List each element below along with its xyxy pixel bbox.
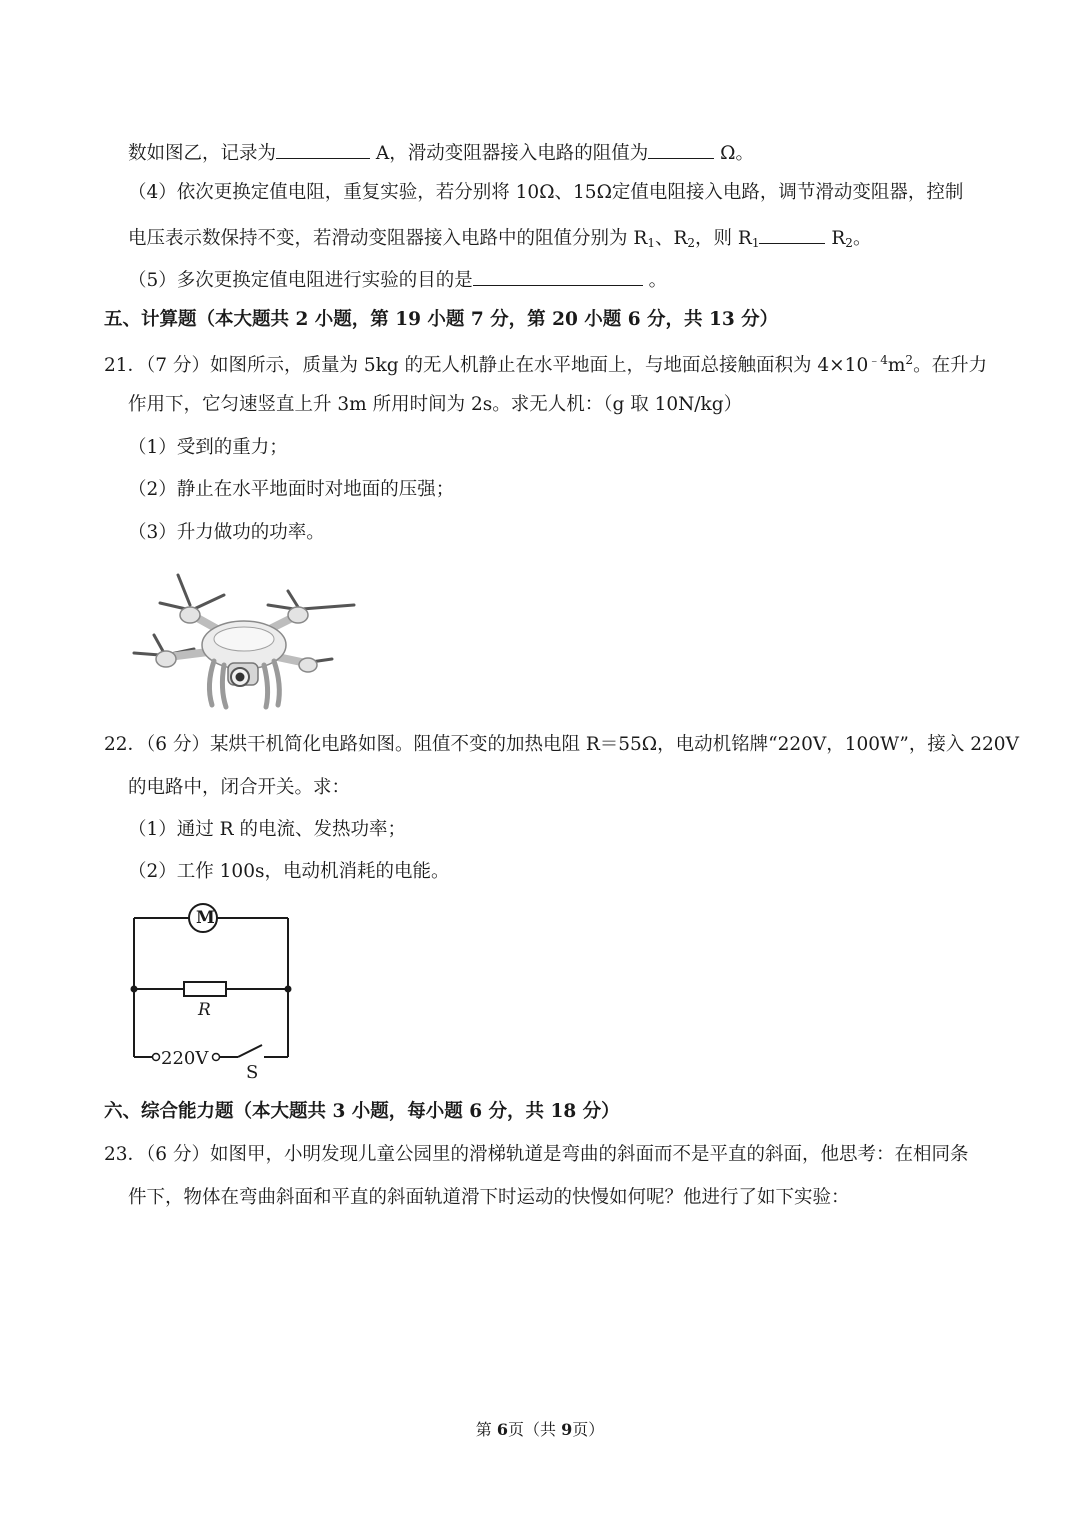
resistor-symbol bbox=[184, 982, 226, 996]
q21-line1: 21．（7 分）如图所示，质量为 5kg 的无人机静止在水平地面上，与地面总接触面积为 $4\times 10^{﹣4}m^2$。在升力 bbox=[104, 353, 988, 376]
q20-part4-line1: （4）依次更换定值电阻，重复实验，若分别将 10Ω、15Ω定值电阻接入电路，调节滑动变阻器，控制 bbox=[128, 182, 964, 203]
resistor-label: R bbox=[198, 1000, 211, 1020]
drone-illustration bbox=[128, 565, 360, 713]
circuit-diagram bbox=[126, 900, 296, 1085]
q21-part2: （2）静止在水平地面时对地面的压强； bbox=[128, 479, 455, 500]
q20-part4-line2: 电压表示数保持不变，若滑动变阻器接入电路中的阻值分别为 $R_1$、$R_2$，则 $R_1$ $R_2$。 bbox=[128, 228, 872, 250]
q22-part1: （1）通过 R 的电流、发热功率； bbox=[128, 819, 406, 840]
section6-heading: 六、综合能力题（本大题共 3 小题，每小题 6 分，共 18 分） bbox=[104, 1101, 620, 1122]
q20-part5: （5）多次更换定值电阻进行实验的目的是 。 bbox=[128, 270, 668, 291]
source-label: 220V bbox=[161, 1048, 209, 1069]
answer-blank-resistance[interactable] bbox=[648, 142, 714, 159]
q21-part1: （1）受到的重力； bbox=[128, 437, 288, 458]
q21-part3: （3）升力做功的功率。 bbox=[128, 522, 325, 543]
page-total: 9 bbox=[561, 1420, 573, 1439]
q21-line2: 作用下，它匀速竖直上升 3m 所用时间为 2s。求无人机：（g 取 10N/kg） bbox=[128, 394, 743, 415]
q22-line1: 22．（6 分）某烘干机简化电路如图。阻值不变的加热电阻 R＝55Ω，电动机铭牌“220V，100W”，接入 220V bbox=[104, 734, 1019, 755]
switch-label: S bbox=[246, 1062, 259, 1083]
q23-line1: 23．（6 分）如图甲，小明发现儿童公园里的滑梯轨道是弯曲的斜面而不是平直的斜面，他思考：在相同条 bbox=[104, 1144, 969, 1165]
page-footer: 第 6页（共 9页） bbox=[475, 1420, 605, 1439]
answer-blank-current[interactable] bbox=[276, 142, 370, 159]
q22-line2: 的电路中，闭合开关。求： bbox=[128, 777, 351, 798]
section5-heading: 五、计算题（本大题共 2 小题，第 19 小题 7 分，第 20 小题 6 分，共 13 分） bbox=[104, 309, 779, 330]
q20-line1: 数如图乙，记录为 A，滑动变阻器接入电路的阻值为 Ω。 bbox=[128, 143, 754, 164]
motor-label: M bbox=[196, 908, 215, 928]
page-number: 6 bbox=[496, 1420, 508, 1439]
answer-blank-purpose[interactable] bbox=[473, 269, 643, 286]
q23-line2: 件下，物体在弯曲斜面和平直的斜面轨道滑下时运动的快慢如何呢？他进行了如下实验： bbox=[128, 1187, 850, 1208]
answer-blank-compare[interactable] bbox=[759, 227, 825, 244]
q22-part2: （2）工作 100s，电动机消耗的电能。 bbox=[128, 861, 450, 882]
